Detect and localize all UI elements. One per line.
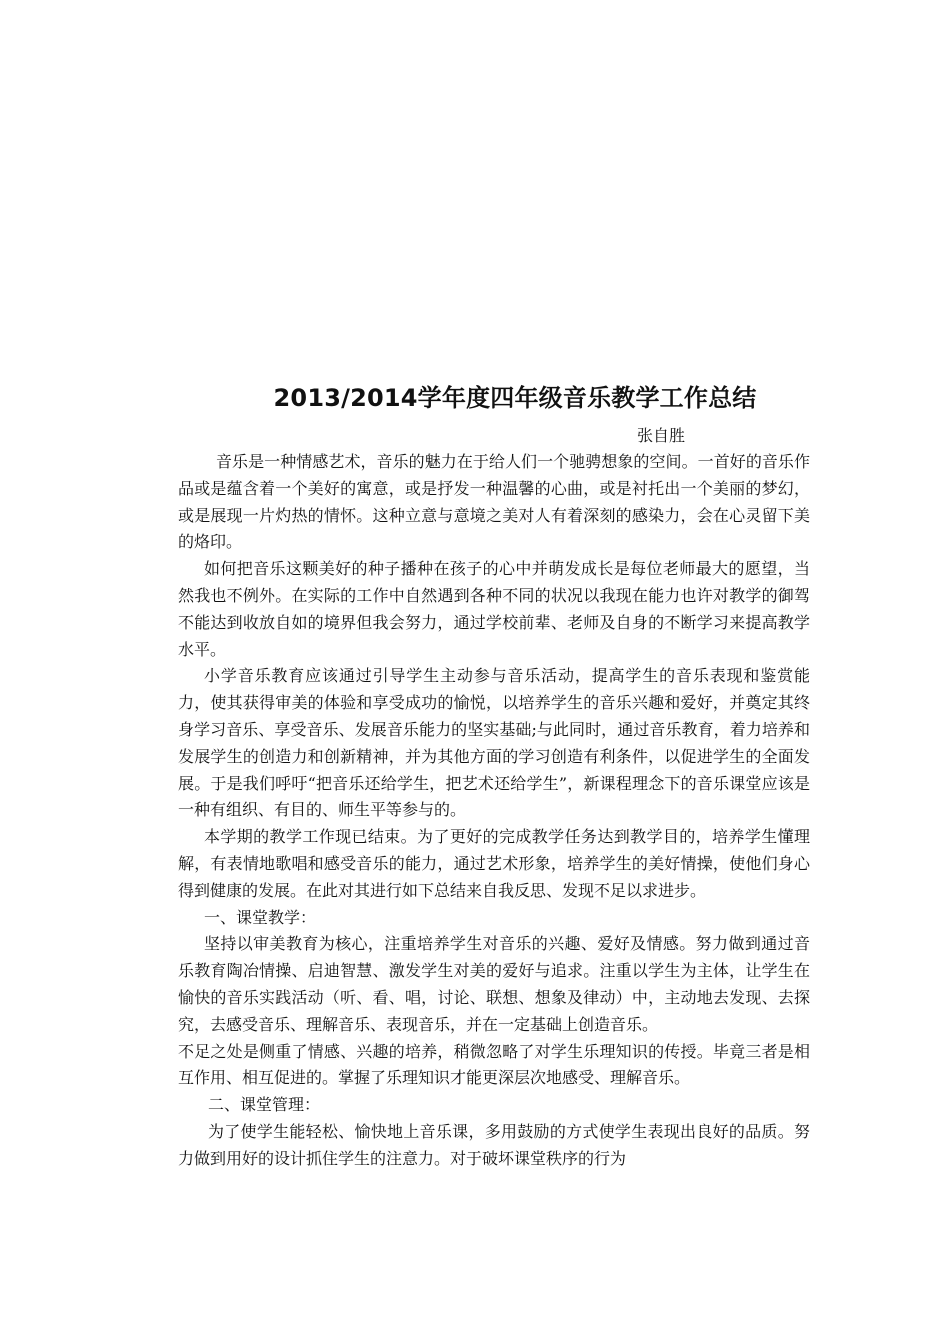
paragraph: 不足之处是侧重了情感、兴趣的培养，稍微忽略了对学生乐理知识的传授。毕竟三者是相互作用、相互促进的。掌握了乐理知识才能更深层次地感受、理解音乐。 [178,1041,810,1088]
document-title: 2013/2014学年度四年级音乐教学工作总结 [273,384,757,412]
paragraph: 坚持以审美教育为核心，注重培养学生对音乐的兴趣、爱好及情感。努力做到通过音乐教育陶冶情操、启迪智慧、激发学生对美的爱好与追求。注重以学生为主体，让学生在愉快的音乐实践活动（听、看、唱，讨论、联想、想象及律动）中，主动地去发现、去探究，去感受音乐、理解音乐、表现音乐，并在一定基础上创造音乐。 [178,934,810,1034]
document-author: 张自胜 [637,426,686,445]
section-heading: 一、课堂教学： [204,907,317,927]
paragraph: 小学音乐教育应该通过引导学生主动参与音乐活动，提高学生的音乐表现和鉴赏能力，使其获得审美的体验和享受成功的愉悦，以培养学生的音乐兴趣和爱好，并奠定其终身学习音乐、享受音乐、发展音乐能力的坚实基础;与此同时，通过音乐教育，着力培养和发展学生的创造力和创新精神，并为其他方面的学习创造有利条件，以促进学生的全面发展。于是我们呼吁“把音乐还给学生，把艺术还给学生”，新课程理念下的音乐课堂应该是一种有组织、有目的、师生平等参与的。 [178,666,810,820]
section-heading: 二、课堂管理： [208,1095,321,1115]
paragraph: 如何把音乐这颗美好的种子播种在孩子的心中并萌发成长是每位老师最大的愿望，当然我也不例外。在实际的工作中自然遇到各种不同的状况以我现在能力也许对教学的御驾不能达到收放自如的境界但我会努力，通过学校前辈、老师及自身的不断学习来提高教学水平。 [178,559,810,659]
document-body [178,449,810,1173]
paragraph: 为了使学生能轻松、愉快地上音乐课，多用鼓励的方式使学生表现出良好的品质。努力做到用好的设计抓住学生的注意力。对于破坏课堂秩序的行为 [178,1121,810,1168]
paragraph: 音乐是一种情感艺术，音乐的魅力在于给人们一个驰骋想象的空间。一首好的音乐作品或是蕴含着一个美好的寓意，或是抒发一种温馨的心曲，或是衬托出一个美丽的梦幻，或是展现一片灼热的情怀。这种立意与意境之美对人有着深刻的感染力，会在心灵留下美的烙印。 [178,452,810,552]
paragraph: 本学期的教学工作现已结束。为了更好的完成教学任务达到教学目的，培养学生懂理解，有表情地歌唱和感受音乐的能力，通过艺术形象，培养学生的美好情操，使他们身心得到健康的发展。在此对其进行如下总结来自我反思、发现不足以求进步。 [178,827,810,900]
